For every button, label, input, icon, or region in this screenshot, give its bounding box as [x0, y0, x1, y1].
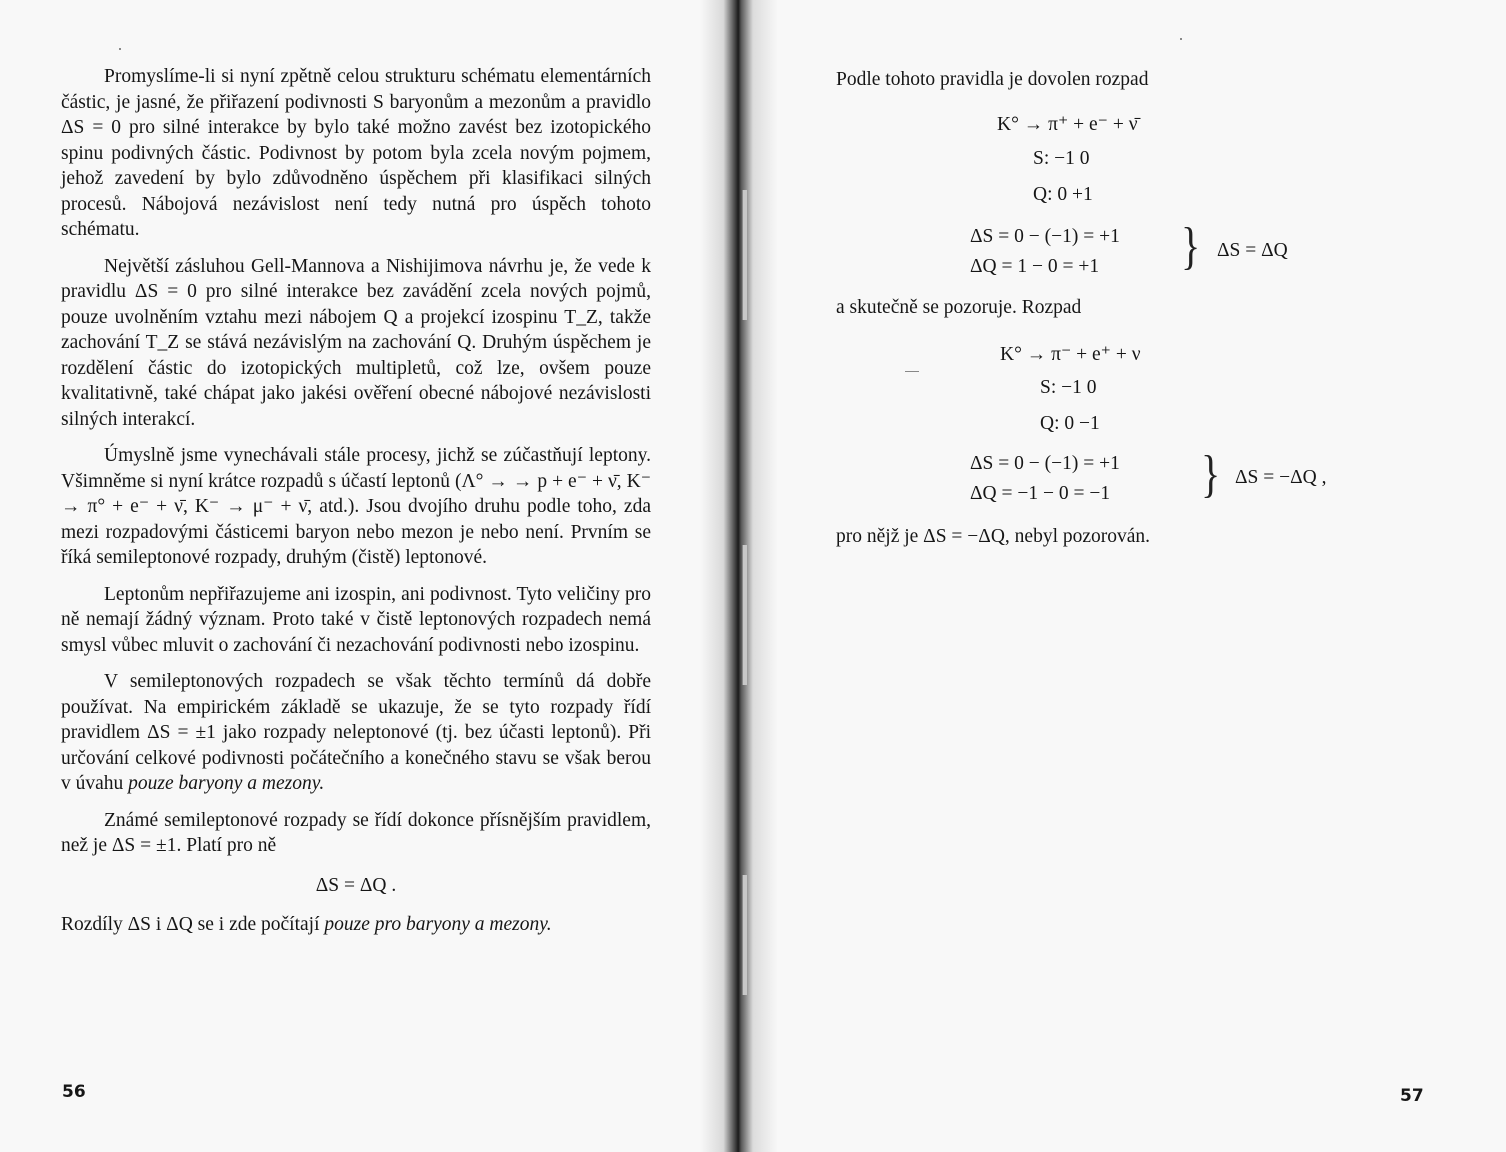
paragraph: Největší zásluhou Gell-Mannova a Nishijimova návrhu je, že vede k pravidlu ΔS = 0 pro silné interakce bez zavádění zcela nových pojmů, pouze uvolněním vztahu mezi nábojem Q a projekcí izospinu T_Z, takže zachování T_Z se stává nezávislým na zachování Q. Druhým úspěchem je rozdělení částic do izotopických multipletů, což lze, ovšem pouze kvalitativně, také chápat jako jakési ověření obecné nábojové nezávislosti silných interakcí. [61, 255, 651, 430]
right-page [752, 0, 1506, 1152]
strangeness-row: S: −1 0 [1033, 148, 1090, 169]
binding-staple [742, 545, 747, 685]
charge-row: Q: 0 +1 [1033, 184, 1093, 205]
page-number-right: 57 [1400, 1086, 1424, 1106]
right-brace: } [1181, 216, 1201, 275]
emphasis-text: pouze pro baryony a mezony. [324, 914, 552, 935]
print-speck [119, 48, 121, 50]
intro-text: Podle tohoto pravidla je dovolen rozpad [836, 69, 1149, 90]
decay-result: ΔS = −ΔQ , [1235, 467, 1327, 488]
charge-row: Q: 0 −1 [1040, 413, 1100, 434]
book-gutter [700, 0, 778, 1152]
decay-result: ΔS = ΔQ [1217, 240, 1288, 261]
binding-staple [742, 190, 747, 320]
delta-q-row: ΔQ = 1 − 0 = +1 [970, 256, 1100, 277]
decay-reaction: K° → π⁻ + e⁺ + ν [1000, 344, 1141, 365]
emphasis-text: pouze baryony a mezony. [128, 773, 325, 794]
page-number-left: 56 [62, 1082, 86, 1102]
paragraph: Promyslíme-li si nyní zpětně celou strukturu schématu elementárních částic, je jasné, že přiřazení podivnosti S baryonům a mezonům a pravidlo ΔS = 0 pro silné interakce by bylo také možno zavést bez izotopického spinu podivných částic. Podivnost by potom byla zcela novým pojmem, jehož zavedení by bylo zdůvodněno úspěchem při klasifikaci silných procesů. Nábojová nezávislost není tedy nutná pro úspěch tohoto schématu. [61, 66, 651, 240]
delta-s-row: ΔS = 0 − (−1) = +1 [970, 453, 1120, 474]
binding-staple [742, 875, 747, 995]
delta-s-row: ΔS = 0 − (−1) = +1 [970, 226, 1120, 247]
middle-text: a skutečně se pozoruje. Rozpad [836, 297, 1082, 318]
paragraph [61, 669, 651, 797]
right-brace: } [1201, 444, 1221, 503]
closing-text: pro nějž je ΔS = −ΔQ, nebyl pozorován. [836, 526, 1151, 547]
strangeness-row: S: −1 0 [1040, 377, 1097, 398]
print-speck [1180, 38, 1182, 40]
paragraph: Leptonům nepřiřazujeme ani izospin, ani podivnost. Tyto veličiny pro ně nemají žádný význam. Proto také v čistě leptonových rozpadech nemá smysl vůbec mluvit o zachování či nezachování podivnosti nebo izospinu. [61, 583, 651, 656]
paragraph: Známé semileptonové rozpady se řídí dokonce přísnějším pravidlem, než je ΔS = ±1. Platí pro ně [61, 809, 651, 856]
paragraph-text: Rozdíly ΔS i ΔQ se i zde počítají [61, 914, 320, 935]
paragraph: Úmyslně jsme vynechávali stále procesy, jichž se zúčastňují leptony. Všimněme si nyní krátce rozpadů s účastí leptonů (Λ° → → p + e⁻ + ν̄, K⁻ → π° + e⁻ + ν̄, K⁻ → μ⁻ + ν̄, atd.). Jsou dvojího druhu podle toho, zda mezi rozpadovými částicemi baryon nebo mezon je nebo není. Prvním se říká semileptonové rozpady, druhým (čistě) leptonové. [61, 445, 651, 568]
paragraph [61, 912, 651, 938]
delta-q-row: ΔQ = −1 − 0 = −1 [970, 483, 1111, 504]
paragraph-text: V semileptonových rozpadech se však těchto termínů dá dobře používat. Na empirickém základě se ukazuje, že se tyto rozpady řídí pravidlem ΔS = ±1 jako rozpady neleptonové (tj. bez účasti leptonů). Při určování celkové podivnosti počátečního a konečného stavu se však berou v úvahu [61, 671, 651, 794]
print-dash [905, 371, 919, 372]
formula-ds-dq: ΔS = ΔQ . [315, 874, 397, 896]
left-page-text [61, 64, 651, 938]
decay-reaction: K° → π⁺ + e⁻ + ν̄ [997, 114, 1138, 135]
